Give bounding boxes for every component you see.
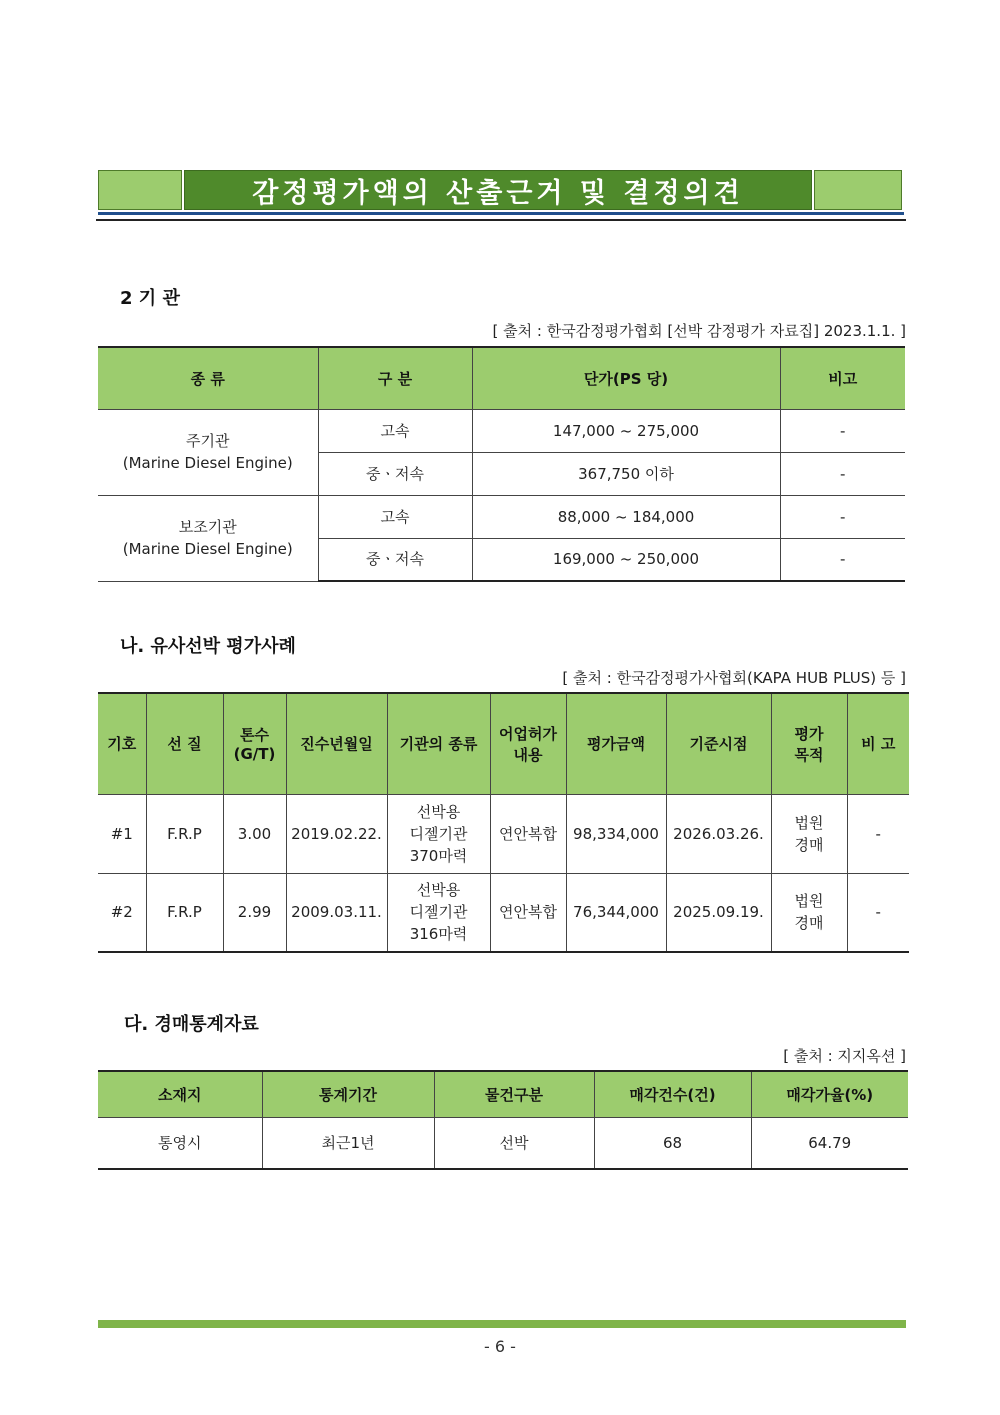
col-header-note: 비 고 bbox=[847, 693, 909, 794]
case-engine-line2: 디젤기관 bbox=[409, 903, 468, 922]
title-banner bbox=[98, 170, 902, 212]
case-tonnage: 3.00 bbox=[223, 794, 286, 873]
col-header-tonnage-line2: (G/T) bbox=[233, 745, 276, 764]
table-row bbox=[98, 873, 909, 952]
case-engine bbox=[387, 794, 490, 873]
engine-type-en: (Marine Diesel Engine) bbox=[122, 540, 293, 558]
col-header-location: 소재지 bbox=[98, 1071, 262, 1117]
auction-table bbox=[98, 1070, 908, 1170]
case-engine-line3: 370마력 bbox=[409, 846, 468, 865]
col-header-note: 비고 bbox=[780, 347, 905, 409]
col-header-tonnage bbox=[223, 693, 286, 794]
case-launch: 2009.03.11. bbox=[286, 873, 387, 952]
case-hull: F.R.P bbox=[146, 873, 223, 952]
table-header-row bbox=[98, 347, 905, 409]
case-code: #1 bbox=[98, 794, 146, 873]
col-header-launch: 진수년월일 bbox=[286, 693, 387, 794]
col-header-base-date: 기준시점 bbox=[666, 693, 771, 794]
engines-table bbox=[98, 346, 905, 582]
page-number: - 6 - bbox=[484, 1337, 516, 1356]
engines-section-title: 2 기 관 bbox=[120, 288, 180, 309]
case-engine-line3: 316마력 bbox=[409, 925, 468, 944]
case-engine-line1: 선박용 bbox=[416, 881, 461, 900]
col-header-purpose bbox=[771, 693, 847, 794]
engine-type-cell bbox=[98, 409, 318, 495]
cases-table bbox=[98, 692, 909, 953]
engine-type: 주기관 bbox=[186, 432, 230, 450]
col-header-sale-count: 매각건수(건) bbox=[594, 1071, 751, 1117]
engine-type-cell bbox=[98, 495, 318, 581]
col-header-tonnage-line1: 톤수 bbox=[240, 726, 269, 745]
engines-source: [ 출처 : 한국감정평가협회 [선박 감정평가 자료집] 2023.1.1. ] bbox=[492, 322, 906, 340]
case-purpose-line1: 법원 bbox=[794, 892, 824, 911]
case-tonnage: 2.99 bbox=[223, 873, 286, 952]
col-header-permit-line1: 어업허가 bbox=[499, 724, 557, 743]
col-header-class: 구 분 bbox=[318, 347, 472, 409]
case-engine bbox=[387, 873, 490, 952]
table-header-row bbox=[98, 693, 909, 794]
engine-type-en: (Marine Diesel Engine) bbox=[122, 454, 293, 472]
col-header-hull: 선 질 bbox=[146, 693, 223, 794]
case-code: #2 bbox=[98, 873, 146, 952]
page-title: 감정평가액의 산출근거 및 결정의견 bbox=[184, 170, 812, 210]
case-engine-line2: 디젤기관 bbox=[409, 824, 468, 843]
col-header-sale-rate: 매각가율(%) bbox=[751, 1071, 908, 1117]
engine-price: 169,000 ~ 250,000 bbox=[472, 538, 780, 581]
engine-price: 367,750 이하 bbox=[472, 452, 780, 495]
case-engine-line1: 선박용 bbox=[416, 802, 461, 821]
col-header-permit-line2: 내용 bbox=[513, 745, 543, 764]
case-purpose bbox=[771, 873, 847, 952]
title-underline-thin bbox=[96, 219, 906, 221]
case-amount: 76,344,000 bbox=[566, 873, 666, 952]
title-underline bbox=[98, 212, 904, 215]
case-note: - bbox=[847, 873, 909, 952]
case-purpose-line2: 경매 bbox=[794, 914, 824, 933]
engine-note: - bbox=[780, 538, 905, 581]
case-base-date: 2025.09.19. bbox=[666, 873, 771, 952]
case-amount: 98,334,000 bbox=[566, 794, 666, 873]
table-row bbox=[98, 794, 909, 873]
banner-right-block bbox=[814, 170, 902, 210]
auction-period: 최근1년 bbox=[262, 1117, 434, 1169]
table-row bbox=[98, 409, 905, 452]
col-header-purpose-line1: 평가 bbox=[794, 724, 824, 743]
auction-sale-rate: 64.79 bbox=[751, 1117, 908, 1169]
col-header-period: 통계기간 bbox=[262, 1071, 434, 1117]
table-row bbox=[98, 1117, 908, 1169]
col-header-code: 기호 bbox=[98, 693, 146, 794]
auction-category: 선박 bbox=[434, 1117, 594, 1169]
engine-class: 고속 bbox=[318, 409, 472, 452]
engine-class: 중ㆍ저속 bbox=[318, 452, 472, 495]
case-purpose-line2: 경매 bbox=[794, 835, 824, 854]
cases-section-title: 나. 유사선박 평가사례 bbox=[120, 636, 296, 657]
col-header-price: 단가(PS 당) bbox=[472, 347, 780, 409]
col-header-engine: 기관의 종류 bbox=[387, 693, 490, 794]
col-header-type: 종 류 bbox=[98, 347, 318, 409]
case-purpose-line1: 법원 bbox=[794, 813, 824, 832]
table-header-row bbox=[98, 1071, 908, 1117]
auction-section-title: 다. 경매통계자료 bbox=[124, 1014, 259, 1035]
col-header-category: 물건구분 bbox=[434, 1071, 594, 1117]
engine-type: 보조기관 bbox=[178, 518, 237, 536]
case-purpose bbox=[771, 794, 847, 873]
engine-note: - bbox=[780, 495, 905, 538]
case-permit: 연안복합 bbox=[490, 873, 566, 952]
auction-source: [ 출처 : 지지옥션 ] bbox=[783, 1047, 906, 1065]
table-row bbox=[98, 495, 905, 538]
case-launch: 2019.02.22. bbox=[286, 794, 387, 873]
banner-left-block bbox=[98, 170, 182, 210]
case-note: - bbox=[847, 794, 909, 873]
engine-note: - bbox=[780, 409, 905, 452]
footer-bar bbox=[98, 1320, 906, 1328]
case-hull: F.R.P bbox=[146, 794, 223, 873]
case-base-date: 2026.03.26. bbox=[666, 794, 771, 873]
engine-class: 중ㆍ저속 bbox=[318, 538, 472, 581]
auction-sale-count: 68 bbox=[594, 1117, 751, 1169]
col-header-amount: 평가금액 bbox=[566, 693, 666, 794]
engine-price: 88,000 ~ 184,000 bbox=[472, 495, 780, 538]
engine-note: - bbox=[780, 452, 905, 495]
cases-source: [ 출처 : 한국감정평가사협회(KAPA HUB PLUS) 등 ] bbox=[562, 669, 906, 687]
col-header-permit bbox=[490, 693, 566, 794]
col-header-purpose-line2: 목적 bbox=[794, 745, 824, 764]
case-permit: 연안복합 bbox=[490, 794, 566, 873]
engine-price: 147,000 ~ 275,000 bbox=[472, 409, 780, 452]
auction-location: 통영시 bbox=[98, 1117, 262, 1169]
engine-class: 고속 bbox=[318, 495, 472, 538]
